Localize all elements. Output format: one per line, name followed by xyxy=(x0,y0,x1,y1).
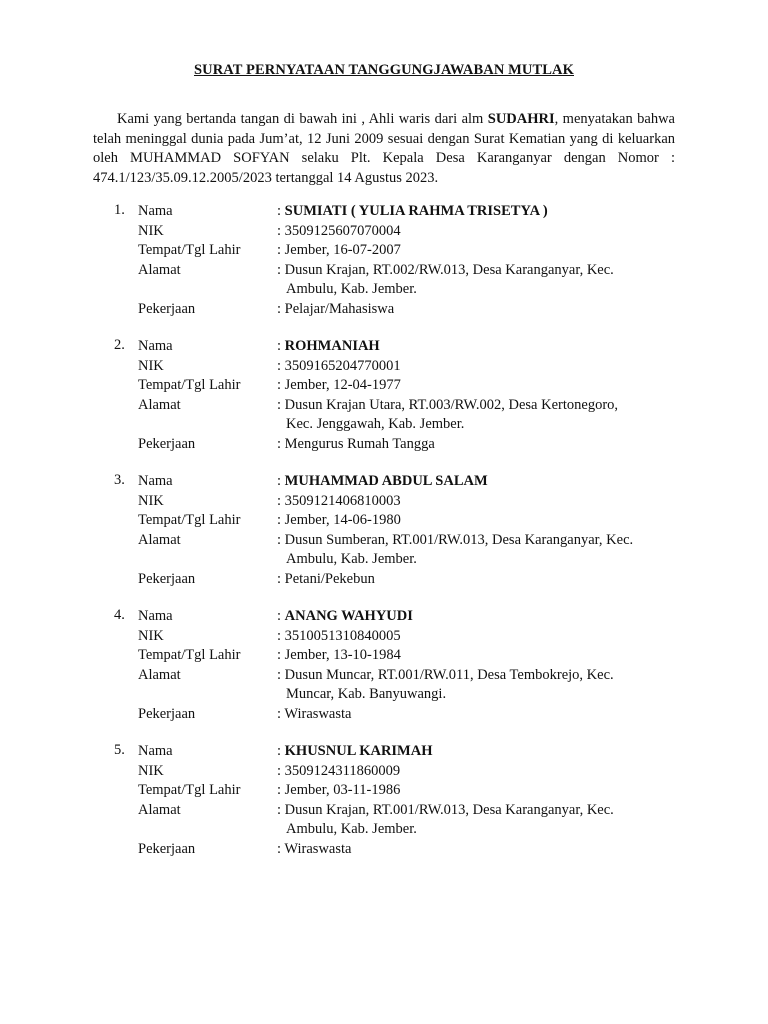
colon: : xyxy=(277,222,285,239)
field-label-nik: NIK xyxy=(138,762,164,779)
heir-name: ROHMANIAH xyxy=(284,338,380,354)
field-label-alamat: Alamat xyxy=(138,801,181,818)
colon: : xyxy=(277,338,285,354)
colon: : xyxy=(277,647,285,663)
field-value-pekerjaan xyxy=(277,840,677,860)
colon: : xyxy=(277,627,285,644)
heir-nik: 3509125607070004 xyxy=(284,222,401,239)
heir-birth: Jember, 14-06-1980 xyxy=(284,512,401,528)
intro-text-2: , menyatakan bahwa telah meninggal dunia pada Jum’at, 12 Juni 2009 sesuai dengan Surat Kematian yang di keluarkan oleh MUHAMMAD SOFYAN selaku Plt. Kepala Desa Karanganyar dengan Nomor : 474.1/123/35.09.12.2005/2023 tertanggal 14 Agustus 2023. xyxy=(93,111,675,186)
field-value-pekerjaan xyxy=(277,300,677,320)
document-title: SURAT PERNYATAAN TANGGUNGJAWABAN MUTLAK xyxy=(193,62,574,78)
colon: : xyxy=(277,743,285,759)
heir-entry xyxy=(0,607,768,724)
heir-birth: Jember, 03-11-1986 xyxy=(284,782,401,798)
field-row-ttl xyxy=(0,646,768,666)
field-row-nama xyxy=(0,607,768,627)
field-value-alamat xyxy=(277,801,677,840)
field-value-nama xyxy=(277,202,677,222)
heir-number: 1. xyxy=(114,202,125,218)
field-row-nama xyxy=(0,337,768,357)
heir-number: 2. xyxy=(114,337,125,353)
colon: : xyxy=(277,705,285,722)
field-row-nik xyxy=(0,357,768,377)
heir-birth: Jember, 16-07-2007 xyxy=(284,242,401,258)
colon: : xyxy=(277,377,285,393)
field-row-alamat xyxy=(0,531,768,570)
field-value-alamat xyxy=(277,261,677,300)
heir-nik: 3509124311860009 xyxy=(284,762,401,779)
intro-text-1: Kami yang bertanda tangan di bawah ini , Ahli waris dari alm xyxy=(117,111,488,127)
field-label-alamat: Alamat xyxy=(138,261,181,278)
field-value-nik xyxy=(277,222,677,242)
colon: : xyxy=(277,512,285,528)
field-label-nama: Nama xyxy=(138,608,173,624)
deceased-name: SUDAHRI xyxy=(487,111,555,127)
field-row-ttl xyxy=(0,511,768,531)
field-value-nama xyxy=(277,337,677,357)
field-label-nik: NIK xyxy=(138,357,164,374)
heir-number: 4. xyxy=(114,607,125,623)
field-label-ttl: Tempat/Tgl Lahir xyxy=(138,782,241,798)
field-row-ttl xyxy=(0,241,768,261)
heir-nik: 3509121406810003 xyxy=(284,492,401,509)
field-value-ttl xyxy=(277,376,677,396)
colon: : xyxy=(277,242,285,258)
field-label-pekerjaan: Pekerjaan xyxy=(138,570,196,587)
heir-name: KHUSNUL KARIMAH xyxy=(284,743,433,759)
colon: : xyxy=(277,531,285,548)
field-label-nama: Nama xyxy=(138,473,173,489)
field-label-pekerjaan: Pekerjaan xyxy=(138,300,196,317)
field-value-pekerjaan xyxy=(277,705,677,725)
field-value-nama xyxy=(277,472,677,492)
field-value-ttl xyxy=(277,511,677,531)
colon: : xyxy=(277,801,285,818)
heir-name: SUMIATI ( YULIA RAHMA TRISETYA ) xyxy=(284,203,548,219)
heir-entry xyxy=(0,337,768,454)
field-value-pekerjaan xyxy=(277,570,677,590)
heir-occupation: Petani/Pekebun xyxy=(284,570,375,587)
heir-address-line2: Ambulu, Kab. Jember. xyxy=(286,821,417,837)
heir-occupation: Pelajar/Mahasiswa xyxy=(284,300,395,317)
heir-entry xyxy=(0,202,768,319)
field-label-pekerjaan: Pekerjaan xyxy=(138,840,196,857)
field-row-pekerjaan xyxy=(0,570,768,590)
heir-entry xyxy=(0,472,768,589)
colon: : xyxy=(277,570,285,587)
heir-address-line1: Dusun Sumberan, RT.001/RW.013, Desa Karanganyar, Kec. xyxy=(284,531,634,548)
colon: : xyxy=(277,782,285,798)
heir-address-line2: Ambulu, Kab. Jember. xyxy=(286,281,417,297)
colon: : xyxy=(277,396,285,413)
colon: : xyxy=(277,840,285,857)
field-value-ttl xyxy=(277,646,677,666)
field-row-nik xyxy=(0,627,768,647)
heir-occupation: Wiraswasta xyxy=(284,840,352,857)
field-row-alamat xyxy=(0,261,768,300)
field-value-nama xyxy=(277,607,677,627)
heir-address-line2: Kec. Jenggawah, Kab. Jember. xyxy=(286,416,465,432)
field-row-alamat xyxy=(0,666,768,705)
field-label-alamat: Alamat xyxy=(138,666,181,683)
heir-occupation: Mengurus Rumah Tangga xyxy=(284,435,435,452)
field-row-nik xyxy=(0,222,768,242)
field-value-nik xyxy=(277,357,677,377)
field-row-nik xyxy=(0,492,768,512)
heir-entry xyxy=(0,742,768,859)
field-label-alamat: Alamat xyxy=(138,396,181,413)
heir-address-line1: Dusun Krajan, RT.001/RW.013, Desa Karanganyar, Kec. xyxy=(284,801,614,818)
field-label-nama: Nama xyxy=(138,743,173,759)
field-label-nik: NIK xyxy=(138,627,164,644)
field-row-ttl xyxy=(0,376,768,396)
field-label-alamat: Alamat xyxy=(138,531,181,548)
field-label-nik: NIK xyxy=(138,222,164,239)
colon: : xyxy=(277,300,285,317)
heir-nik: 3509165204770001 xyxy=(284,357,401,374)
heir-number: 5. xyxy=(114,742,125,758)
field-value-nik xyxy=(277,762,677,782)
field-row-pekerjaan xyxy=(0,705,768,725)
colon: : xyxy=(277,357,285,374)
field-row-pekerjaan xyxy=(0,435,768,455)
heir-name: ANANG WAHYUDI xyxy=(284,608,413,624)
field-row-nama xyxy=(0,202,768,222)
heir-address-line1: Dusun Krajan, RT.002/RW.013, Desa Karanganyar, Kec. xyxy=(284,261,614,278)
field-label-nama: Nama xyxy=(138,203,173,219)
heir-birth: Jember, 13-10-1984 xyxy=(284,647,401,663)
colon: : xyxy=(277,666,285,683)
field-value-nik xyxy=(277,492,677,512)
heir-address-line2: Ambulu, Kab. Jember. xyxy=(286,551,417,567)
field-label-nama: Nama xyxy=(138,338,173,354)
colon: : xyxy=(277,435,285,452)
field-label-ttl: Tempat/Tgl Lahir xyxy=(138,512,241,528)
field-value-ttl xyxy=(277,241,677,261)
field-label-pekerjaan: Pekerjaan xyxy=(138,435,196,452)
field-label-ttl: Tempat/Tgl Lahir xyxy=(138,242,241,258)
colon: : xyxy=(277,762,285,779)
field-value-nama xyxy=(277,742,677,762)
field-row-nik xyxy=(0,762,768,782)
field-row-pekerjaan xyxy=(0,300,768,320)
field-row-alamat xyxy=(0,801,768,840)
field-value-alamat xyxy=(277,531,677,570)
heir-birth: Jember, 12-04-1977 xyxy=(284,377,401,393)
field-label-ttl: Tempat/Tgl Lahir xyxy=(138,647,241,663)
field-label-ttl: Tempat/Tgl Lahir xyxy=(138,377,241,393)
field-value-ttl xyxy=(277,781,677,801)
colon: : xyxy=(277,492,285,509)
field-value-nik xyxy=(277,627,677,647)
field-row-nama xyxy=(0,742,768,762)
colon: : xyxy=(277,608,285,624)
field-row-alamat xyxy=(0,396,768,435)
field-row-pekerjaan xyxy=(0,840,768,860)
field-value-alamat xyxy=(277,666,677,705)
heir-address-line1: Dusun Krajan Utara, RT.003/RW.002, Desa Kertonegoro, xyxy=(284,396,619,413)
field-value-alamat xyxy=(277,396,677,435)
field-row-nama xyxy=(0,472,768,492)
heir-nik: 3510051310840005 xyxy=(284,627,401,644)
field-row-ttl xyxy=(0,781,768,801)
field-value-pekerjaan xyxy=(277,435,677,455)
field-label-pekerjaan: Pekerjaan xyxy=(138,705,196,722)
colon: : xyxy=(277,203,285,219)
field-label-nik: NIK xyxy=(138,492,164,509)
colon: : xyxy=(277,261,285,278)
heir-name: MUHAMMAD ABDUL SALAM xyxy=(284,473,488,489)
heir-occupation: Wiraswasta xyxy=(284,705,352,722)
heir-number: 3. xyxy=(114,472,125,488)
heir-address-line1: Dusun Muncar, RT.001/RW.011, Desa Tembokrejo, Kec. xyxy=(284,666,614,683)
heir-address-line2: Muncar, Kab. Banyuwangi. xyxy=(286,686,447,702)
colon: : xyxy=(277,473,285,489)
